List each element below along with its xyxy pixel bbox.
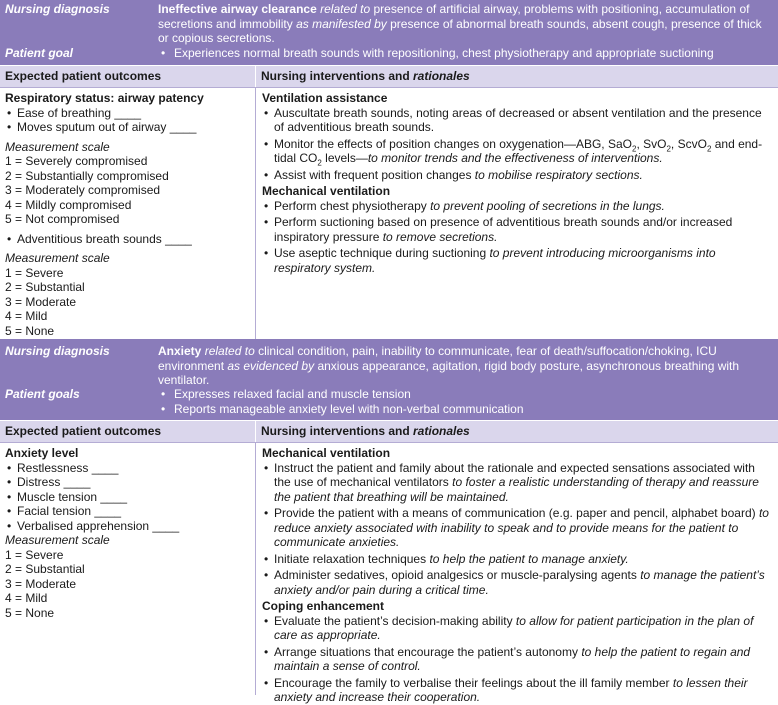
patient-goal-list	[158, 387, 772, 416]
intervention-item: • Evaluate the patient’s decision-making ability to allow for patient participation in the plan of care as appropriate.	[262, 614, 772, 643]
scale-title: Measurement scale	[5, 251, 110, 265]
intervention-item: • Assist with frequent position changes to mobilise respiratory sections.	[262, 168, 772, 183]
scale-item: 5 = None	[5, 323, 55, 338]
patient-goal-label: Patient goals	[5, 387, 80, 401]
interventions-cell	[256, 88, 778, 339]
column-header-row	[0, 66, 778, 88]
scale-item: 4 = Mild	[5, 591, 48, 605]
outcome-indicator: • Muscle tension ____	[5, 490, 250, 505]
interventions-header: Nursing interventions and rationales	[261, 69, 470, 83]
intervention-title: Coping enhancement	[262, 599, 385, 613]
scale-item: 3 = Moderate	[5, 576, 77, 591]
scale-item: 2 = Substantially compromised	[5, 168, 169, 183]
patient-goal-list	[158, 46, 772, 61]
outcome-indicator: • Distress ____	[5, 475, 250, 490]
intervention-item: • Monitor the effects of position changes on oxygenation—ABG, SaO$_2$, SvO$_2$, ScvO$_2$ and end-tidal $CO_2$ levels—to monitor trends and the effectiveness of interventions.	[262, 137, 772, 166]
outcome-indicator: • Verbalised apprehension ____	[5, 519, 250, 534]
section-body	[0, 443, 778, 704]
outcome-indicator: • Moves sputum out of airway ____	[5, 120, 250, 135]
patient-goal-label: Patient goal	[5, 46, 74, 60]
scale-item: 4 = Mildly compromised	[5, 197, 132, 212]
intervention-item: • Perform suctioning based on presence of adventitious breath sounds and/or increased inspiratory pressure to remove secretions.	[262, 215, 772, 244]
intervention-title: Ventilation assistance	[262, 91, 388, 105]
scale-item: 5 = Not compromised	[5, 212, 120, 226]
intervention-item: • Arrange situations that encourage the patient’s autonomy to help the patient to regain and maintain a sense of control.	[262, 645, 772, 674]
intervention-item: • Perform chest physiotherapy to prevent pooling of secretions in the lungs.	[262, 199, 772, 214]
outcome-title: Respiratory status: airway patency	[5, 91, 204, 105]
scale-item: 4 = Mild	[5, 309, 48, 323]
outcomes-header: Expected patient outcomes	[0, 421, 256, 442]
diagnosis-label: Nursing diagnosis	[5, 344, 110, 358]
diagnosis-text: Ineffective airway clearance related to presence of artificial airway, problems with positioning, accumulation of secretions and immobility as manifested by presence of abnormal breath sounds, absent cough, presence of thick or copious secretions.	[158, 2, 762, 45]
patient-goal-item: • Expresses relaxed facial and muscle tension	[158, 387, 772, 402]
diagnosis-row	[0, 0, 778, 66]
intervention-item: • Provide the patient with a means of communication (e.g. paper and pencil, alphabet board) to reduce anxiety associated with inability to speak and to provide means for the patient to communicate anxieties.	[262, 506, 772, 550]
scale-item: 5 = None	[5, 605, 55, 620]
interventions-header: Nursing interventions and rationales	[261, 424, 470, 438]
outcome-title: Anxiety level	[5, 446, 79, 460]
section-body	[0, 88, 778, 339]
patient-goal-item: • Experiences normal breath sounds with repositioning, chest physiotherapy and appropriate suctioning	[158, 46, 772, 61]
outcomes-cell	[0, 443, 256, 695]
outcomes-header: Expected patient outcomes	[0, 66, 256, 87]
column-header-row	[0, 421, 778, 443]
intervention-item: • Encourage the family to verbalise their feelings about the ill family member to lessen their anxiety and increase their cooperation.	[262, 676, 772, 705]
scale-item: 1 = Severe	[5, 547, 64, 562]
intervention-item: • Use aseptic technique during suctioning to prevent introducing microorganisms into respiratory system.	[262, 246, 772, 275]
interventions-cell	[256, 443, 778, 704]
intervention-item: • Instruct the patient and family about the rationale and expected sensations associated with the use of mechanical ventilators to foster a realistic understanding of therapy and reassure the patient that breathing will be maintained.	[262, 461, 772, 505]
diagnosis-text: Anxiety related to clinical condition, pain, inability to communicate, fear of death/suffocation/choking, ICU environment as evidenced by anxious appearance, agitation, rigid body posture, asynchronous breathing with ventilator.	[158, 344, 740, 387]
outcome-indicator: • Adventitious breath sounds ____	[5, 232, 250, 247]
scale-item: 2 = Substantial	[5, 562, 85, 576]
intervention-item: • Auscultate breath sounds, noting areas of decreased or absent ventilation and the presence of adventitious breath sounds.	[262, 106, 772, 135]
diagnosis-row	[0, 339, 778, 421]
outcome-indicator: • Restlessness ____	[5, 461, 250, 476]
outcome-indicator: • Facial tension ____	[5, 504, 250, 519]
scale-item: 2 = Substantial	[5, 280, 85, 294]
intervention-item: • Administer sedatives, opioid analgesics or muscle-paralysing agents to manage the patient’s anxiety and/or pain during a critical time.	[262, 568, 772, 597]
intervention-title: Mechanical ventilation	[262, 184, 391, 198]
intervention-item: • Initiate relaxation techniques to help the patient to manage anxiety.	[262, 552, 772, 567]
scale-title: Measurement scale	[5, 533, 110, 547]
outcomes-cell	[0, 88, 256, 339]
patient-goal-item: • Reports manageable anxiety level with non-verbal communication	[158, 402, 772, 417]
scale-item: 3 = Moderately compromised	[5, 183, 161, 197]
intervention-title: Mechanical ventilation	[262, 446, 391, 460]
scale-item: 1 = Severely compromised	[5, 154, 148, 168]
scale-item: 3 = Moderate	[5, 294, 77, 309]
scale-title: Measurement scale	[5, 139, 110, 154]
outcome-indicator: • Ease of breathing ____	[5, 106, 250, 121]
diagnosis-label: Nursing diagnosis	[5, 2, 110, 16]
scale-item: 1 = Severe	[5, 265, 64, 280]
